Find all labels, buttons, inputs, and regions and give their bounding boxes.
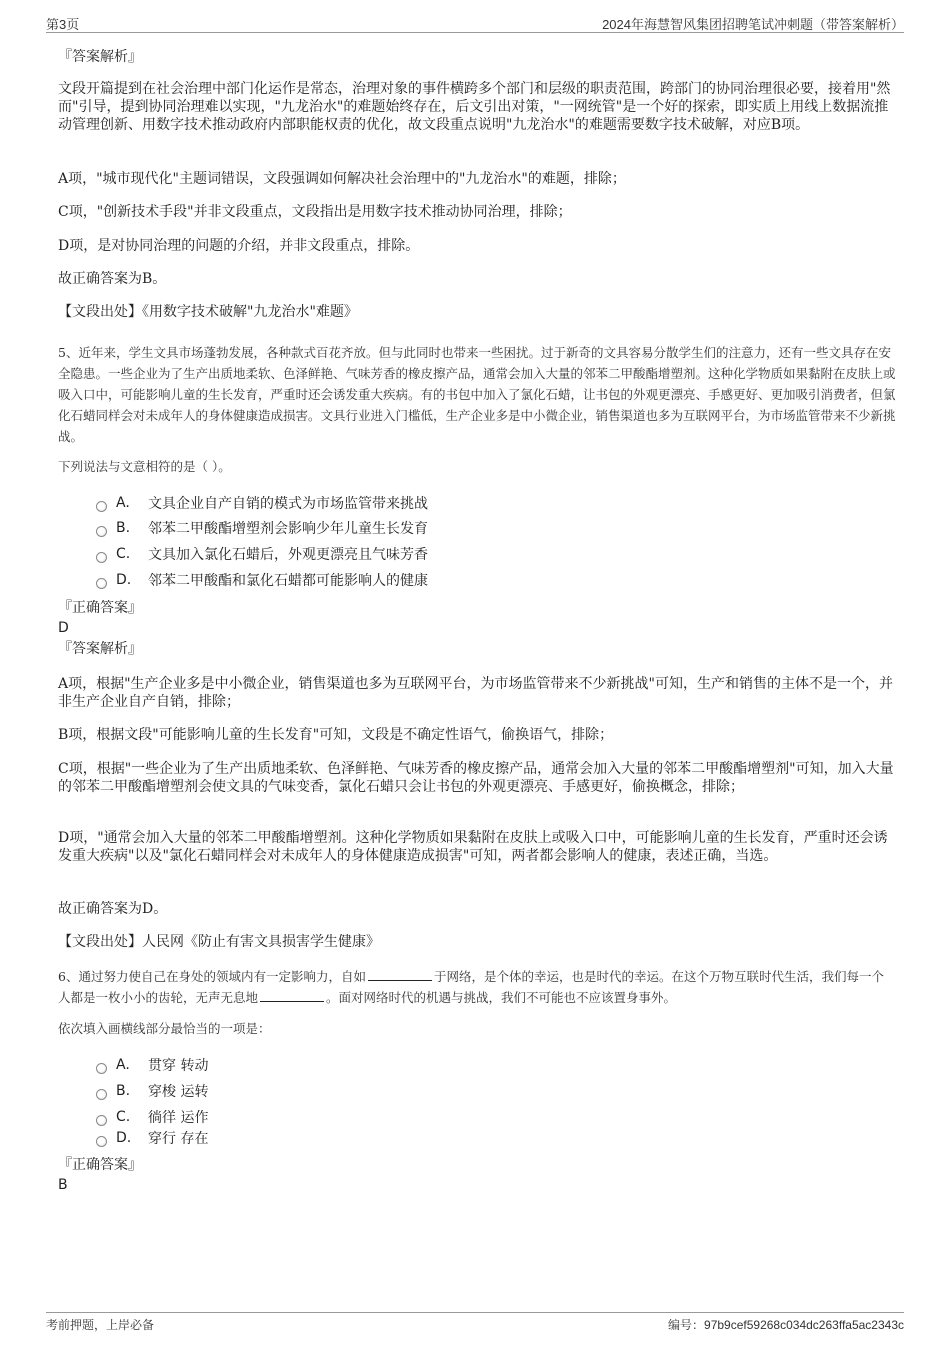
q4-analysis-c: C项，"创新技术手段"并非文段重点，文段指出是用数字技术推动协同治理，排除； <box>58 204 572 220</box>
fill-blank-1 <box>368 968 432 981</box>
q4-analysis-d: D项，是对协同治理的问题的介绍，并非文段重点，排除。 <box>58 238 420 254</box>
q5-stem: 5、近年来，学生文具市场蓬勃发展，各种款式百花齐放。但与此同时也带来一些困扰。过于新奇的文具容易分散学生们的注意力，还有一些文具存在安全隐患。一些企业为了生产出质地柔软、色泽鲜艳、气味芳香的橡皮擦产品，通常会加入大量的邻苯二甲酸酯增塑剂。这种化学物质如果黏附在皮肤上或吸入口中，可能影响儿童的生长发育，严重时还会诱发重大疾病。有的书包中加入了氯化石蜡，让书包的外观更漂亮、手感更好、更加吸引消费者，但氯化石蜡同样会对未成年人的身体健康造成损害。文具行业进入门槛低，生产企业多是中小微企业，销售渠道也多为互联网平台，为市场监管带来不少新挑战。 <box>58 345 896 444</box>
page-number: 第3页 <box>46 17 80 32</box>
footer-slogan: 考前押题，上岸必备 <box>46 1318 155 1332</box>
q5-analysis-a: A项，根据"生产企业多是中小微企业，销售渠道也多为互联网平台，为市场监管带来不少新挑战"可知，生产和销售的主体不是一个，并非生产企业自产自销，排除； <box>58 676 893 710</box>
q5-answer: D <box>58 620 69 636</box>
q5-option-b[interactable]: B. 邻苯二甲酸酯增塑剂会影响少年儿童生长发育 <box>96 518 428 538</box>
q5-question: 下列说法与文意相符的是（ ）。 <box>58 459 231 474</box>
fill-blank-2 <box>260 989 324 1002</box>
document-code: 编号：97b9cef59268c034dc263ffa5ac2343c <box>668 1318 904 1332</box>
q6-stem: 6、通过努力使自己在身处的领域内有一定影响力，自如 于网络，是个体的幸运，也是时代的幸运。在这个万物互联时代生活，我们每一个人都是一枚小小的齿轮，无声无息地 。面对网络时代的机遇与挑战，我们不可能也不应该置身事外。 <box>58 969 884 1005</box>
radio-icon[interactable] <box>96 1089 107 1100</box>
q5-conclusion: 故正确答案为D。 <box>58 901 168 917</box>
q5-option-d[interactable]: D. 邻苯二甲酸酯和氯化石蜡都可能影响人的健康 <box>96 570 428 590</box>
page-header <box>46 14 904 33</box>
radio-icon[interactable] <box>96 526 107 537</box>
q6-question: 依次填入画横线部分最恰当的一项是： <box>58 1021 271 1036</box>
q6-option-a[interactable]: A. 贯穿 转动 <box>96 1055 208 1075</box>
q5-analysis-b: B项，根据文段"可能影响儿童的生长发育"可知，文段是不确定性语气，偷换语气，排除； <box>58 727 614 743</box>
analysis-label: 『答案解析』 <box>58 49 142 65</box>
q5-analysis-c: C项，根据"一些企业为了生产出质地柔软、色泽鲜艳、气味芳香的橡皮擦产品，通常会加入大量的邻苯二甲酸酯增塑剂"可知，加入大量的邻苯二甲酸酯增塑剂会使文具的气味变香，氯化石蜡只会让书包的外观更漂亮、手感更好，偷换概念，排除； <box>58 761 894 795</box>
q6-answer: B <box>58 1177 68 1193</box>
radio-icon[interactable] <box>96 552 107 563</box>
q6-option-d[interactable]: D. 穿行 存在 <box>96 1128 208 1148</box>
q6-option-b[interactable]: B. 穿梭 运转 <box>96 1081 208 1101</box>
q5-option-c[interactable]: C. 文具加入氯化石蜡后，外观更漂亮且气味芳香 <box>96 544 428 564</box>
q6-option-c[interactable]: C. 徜徉 运作 <box>96 1107 208 1127</box>
document-title: 2024年海慧智风集团招聘笔试冲刺题（带答案解析） <box>602 17 904 32</box>
q4-analysis-a: A项，"城市现代化"主题词错误，文段强调如何解决社会治理中的"九龙治水"的难题，排除； <box>58 171 626 187</box>
q5-source: 【文段出处】人民网《防止有害文具损害学生健康》 <box>58 934 380 950</box>
radio-icon[interactable] <box>96 1115 107 1126</box>
radio-icon[interactable] <box>96 501 107 512</box>
q5-option-a[interactable]: A. 文具企业自产自销的模式为市场监管带来挑战 <box>96 493 428 513</box>
q5-analysis-label: 『答案解析』 <box>58 641 142 657</box>
page-footer <box>46 1312 904 1333</box>
radio-icon[interactable] <box>96 1063 107 1074</box>
q4-source: 【文段出处】《用数字技术破解"九龙治水"难题》 <box>58 304 358 320</box>
radio-icon[interactable] <box>96 1136 107 1147</box>
radio-icon[interactable] <box>96 578 107 589</box>
q5-answer-label: 『正确答案』 <box>58 600 142 616</box>
q6-answer-label: 『正确答案』 <box>58 1157 142 1173</box>
q4-analysis: 文段开篇提到在社会治理中部门化运作是常态，治理对象的事件横跨多个部门和层级的职责范围，跨部门的协同治理很必要，接着用"然而"引导，提到协同治理难以实现，"九龙治水"的难题始终存在，后文引出对策，"一网统管"是一个好的探索，即实质上用线上数据流推动管理创新、用数字技术推动政府内部职能权责的优化，故文段重点说明"九龙治水"的难题需要数字技术破解，对应B项。 <box>58 81 891 133</box>
q5-analysis-d: D项，"通常会加入大量的邻苯二甲酸酯增塑剂。这种化学物质如果黏附在皮肤上或吸入口中，可能影响儿童的生长发育，严重时还会诱发重大疾病"以及"氯化石蜡同样会对未成年人的身体健康造成损害"可知，两者都会影响人的健康，表述正确，当选。 <box>58 830 888 864</box>
q4-conclusion: 故正确答案为B。 <box>58 271 167 287</box>
